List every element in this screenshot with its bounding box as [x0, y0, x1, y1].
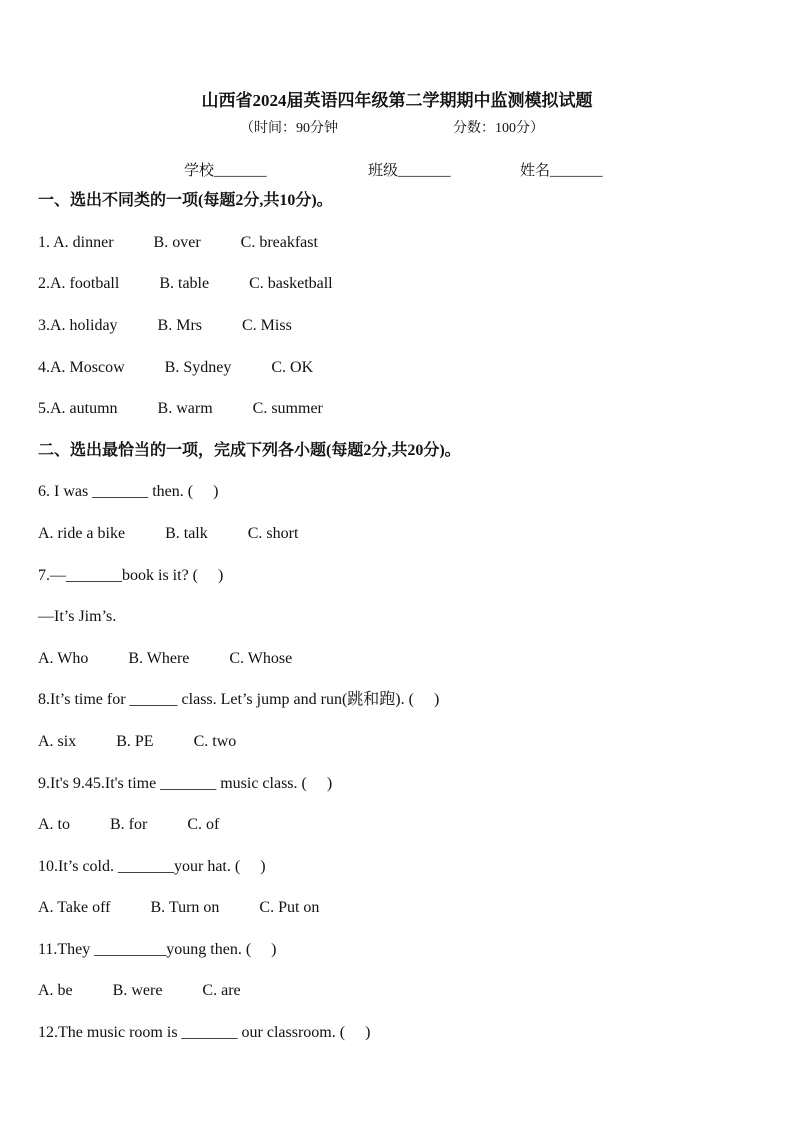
- section2-heading: 二、选出最恰当的一项，完成下列各小题(每题2分,共20分)。: [38, 442, 461, 459]
- question-7: 7.—_______book is it? ( ): [38, 567, 224, 584]
- question-9-options: A. to B. for C. of: [38, 816, 220, 833]
- school-field: 学校_______: [184, 163, 267, 179]
- question-7-options: A. Who B. Where C. Whose: [38, 650, 293, 667]
- question-6-options: A. ride a bike B. talk C. short: [38, 525, 299, 542]
- question-7-dialogue: —It’s Jim’s.: [38, 608, 117, 625]
- question-3: 3.A. holiday B. Mrs C. Miss: [38, 317, 292, 334]
- question-6: 6. I was _______ then. ( ): [38, 483, 219, 500]
- question-5: 5.A. autumn B. warm C. summer: [38, 400, 323, 417]
- section1-heading: 一、选出不同类的一项(每题2分,共10分)。: [38, 192, 333, 209]
- question-11: 11.They _________young then. ( ): [38, 941, 277, 958]
- time-limit: （时间：90分钟: [240, 121, 338, 136]
- question-4: 4.A. Moscow B. Sydney C. OK: [38, 359, 314, 376]
- name-field: 姓名_______: [520, 163, 603, 179]
- class-field: 班级_______: [368, 163, 451, 179]
- question-8: 8.It’s time for ______ class. Let’s jump and run(跳和跑). ( ): [38, 691, 440, 708]
- question-10-options: A. Take off B. Turn on C. Put on: [38, 899, 320, 916]
- question-8-options: A. six B. PE C. two: [38, 733, 237, 750]
- question-11-options: A. be B. were C. are: [38, 982, 241, 999]
- question-12: 12.The music room is _______ our classroom. ( ): [38, 1024, 371, 1041]
- question-1: 1. A. dinner B. over C. breakfast: [38, 234, 318, 251]
- question-2: 2.A. football B. table C. basketball: [38, 275, 333, 292]
- total-score: 分数：100分）: [453, 121, 544, 136]
- exam-title: 山西省2024届英语四年级第二学期期中监测模拟试题: [201, 91, 593, 110]
- question-9: 9.It's 9.45.It's time _______ music class. ( ): [38, 775, 333, 792]
- question-10: 10.It’s cold. _______your hat. ( ): [38, 858, 266, 875]
